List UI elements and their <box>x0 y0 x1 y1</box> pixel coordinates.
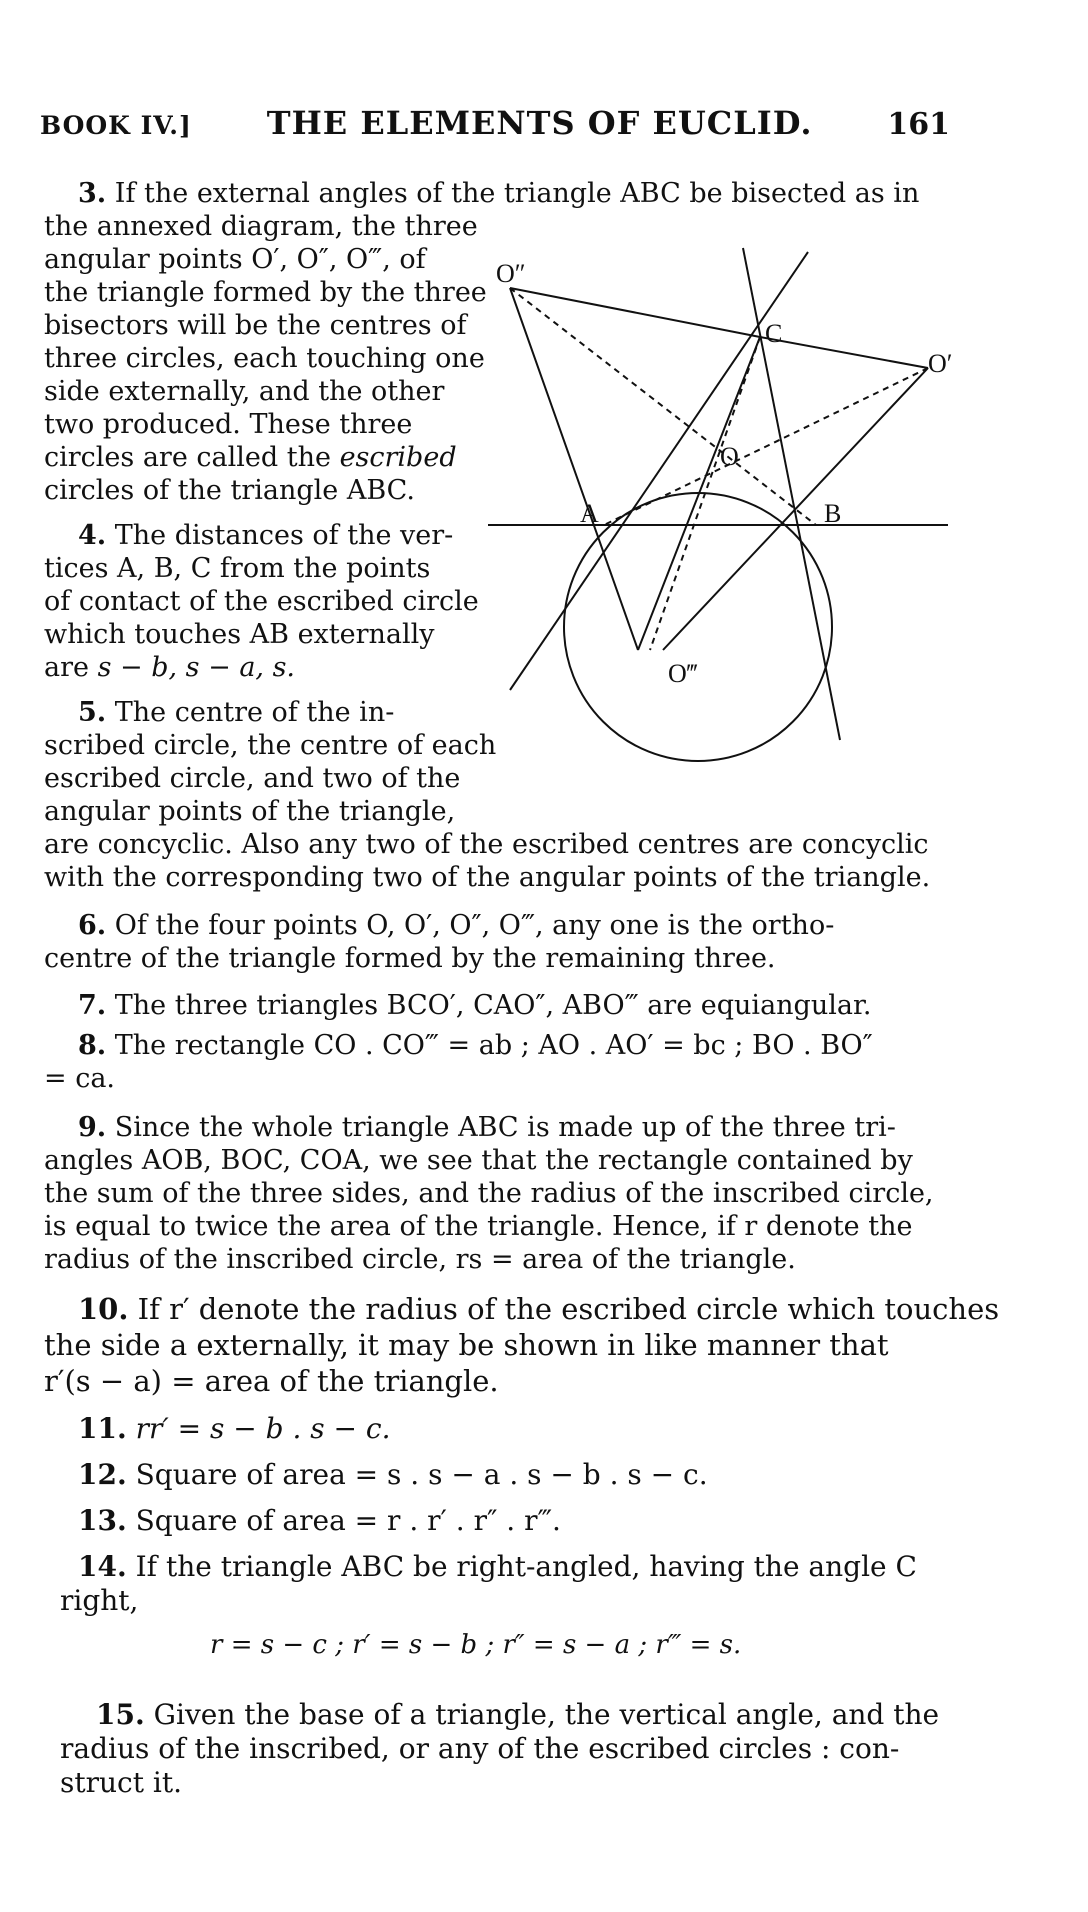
running-header <box>40 104 950 142</box>
label-a: A <box>580 499 599 528</box>
item-8-line-1: 8. The rectangle CO . CO‴ = ab ; AO . AO′ = bc ; BO . BO″ <box>78 1030 873 1061</box>
item-4-line-1: 4. The distances of the ver- <box>78 520 454 551</box>
item-3-line-3: angular points O′, O″, O‴, of <box>44 244 426 275</box>
page-number: 161 <box>887 107 950 142</box>
item-5-line-5: are concyclic. Also any two of the escribed centres are concyclic <box>44 829 929 860</box>
item-14-line-1: 14. If the triangle ABC be right-angled, having the angle C <box>78 1550 917 1583</box>
book-reference: BOOK IV.] <box>40 111 192 140</box>
item-5-line-3: escribed circle, and two of the <box>44 763 461 794</box>
item-6-line-1: 6. Of the four points O, O′, O″, O‴, any one is the ortho- <box>78 910 835 941</box>
escribed-circle <box>564 493 832 761</box>
item-10-line-3: r′(s − a) = area of the triangle. <box>44 1364 499 1398</box>
item-9-line-3: the sum of the three sides, and the radius of the inscribed circle, <box>44 1178 934 1209</box>
item-15-line-3: struct it. <box>60 1766 182 1799</box>
item-9-line-2: angles AOB, BOC, COA, we see that the rectangle contained by <box>44 1145 913 1176</box>
item-6-line-2: centre of the triangle formed by the remaining three. <box>44 943 776 974</box>
item-3-line-10: circles of the triangle ABC. <box>44 475 415 506</box>
label-o: O <box>720 442 739 471</box>
item-4-line-4: which touches AB externally <box>44 619 435 650</box>
item-3-line-8: two produced. These three <box>44 409 413 440</box>
item-5-line-2: scribed circle, the centre of each <box>44 730 497 761</box>
escribed-term: escribed <box>339 442 457 473</box>
item-10-line-1: 10. If r′ denote the radius of the escribed circle which touches <box>78 1292 1000 1326</box>
item-15-line-2: radius of the inscribed, or any of the escribed circles : con- <box>60 1732 900 1765</box>
item-15-line-1: 15. Given the base of a triangle, the vertical angle, and the <box>96 1698 940 1731</box>
line-o2-c <box>510 288 760 337</box>
item-14-line-2: right, <box>60 1584 139 1617</box>
running-title: THE ELEMENTS OF EUCLID. <box>266 104 813 142</box>
item-3-line-2: the annexed diagram, the three <box>44 211 478 242</box>
item-5-line-4: angular points of the triangle, <box>44 796 456 827</box>
item-7-line-1: 7. The three triangles BCO′, CAO″, ABO‴ are equiangular. <box>78 990 872 1021</box>
label-c: C <box>765 319 783 348</box>
item-12: 12. Square of area = s . s − a . s − b . s − c. <box>78 1458 708 1491</box>
item-9-line-5: radius of the inscribed circle, rs = area of the triangle. <box>44 1244 796 1275</box>
item-3-line-7: side externally, and the other <box>44 376 445 407</box>
item-3-line-6: three circles, each touching one <box>44 343 485 374</box>
item-11: 11. rr′ = s − b . s − c. <box>78 1412 391 1445</box>
dashed-c-o3 <box>650 337 760 650</box>
item-3-line-4: the triangle formed by the three <box>44 277 487 308</box>
item-5-line-1: 5. The centre of the in- <box>78 697 395 728</box>
label-o-triple-prime: O‴ <box>668 659 698 688</box>
label-o-prime: O′ <box>928 349 953 378</box>
label-o-double-prime: O″ <box>496 259 526 288</box>
item-4-line-3: of contact of the escribed circle <box>44 586 479 617</box>
item-3-line-1: 3. If the external angles of the triangle ABC be bisected as in <box>78 178 920 209</box>
item-3-line-5: bisectors will be the centres of <box>44 310 467 341</box>
item-9-line-1: 9. Since the whole triangle ABC is made up of the three tri- <box>78 1112 896 1143</box>
item-4-line-2: tices A, B, C from the points <box>44 553 431 584</box>
item-13: 13. Square of area = r . r′ . r″ . r‴. <box>78 1504 561 1537</box>
item-5-line-6: with the corresponding two of the angular points of the triangle. <box>44 862 931 893</box>
line-c-o1 <box>760 337 928 368</box>
item-8-line-2: = ca. <box>44 1063 116 1094</box>
item-10-line-2: the side a externally, it may be shown in like manner that <box>44 1328 889 1362</box>
line-o3-o1 <box>663 368 928 650</box>
item-14-formula: r = s − c ; r′ = s − b ; r″ = s − a ; r‴ = s. <box>210 1630 742 1660</box>
item-4-line-5: are s − b, s − a, s. <box>44 652 296 683</box>
label-b: B <box>824 499 842 528</box>
item-3-line-9: circles are called the escribed <box>44 442 457 473</box>
escribed-circles-figure <box>488 230 968 830</box>
item-9-line-4: is equal to twice the area of the triangle. Hence, if r denote the <box>44 1211 913 1242</box>
